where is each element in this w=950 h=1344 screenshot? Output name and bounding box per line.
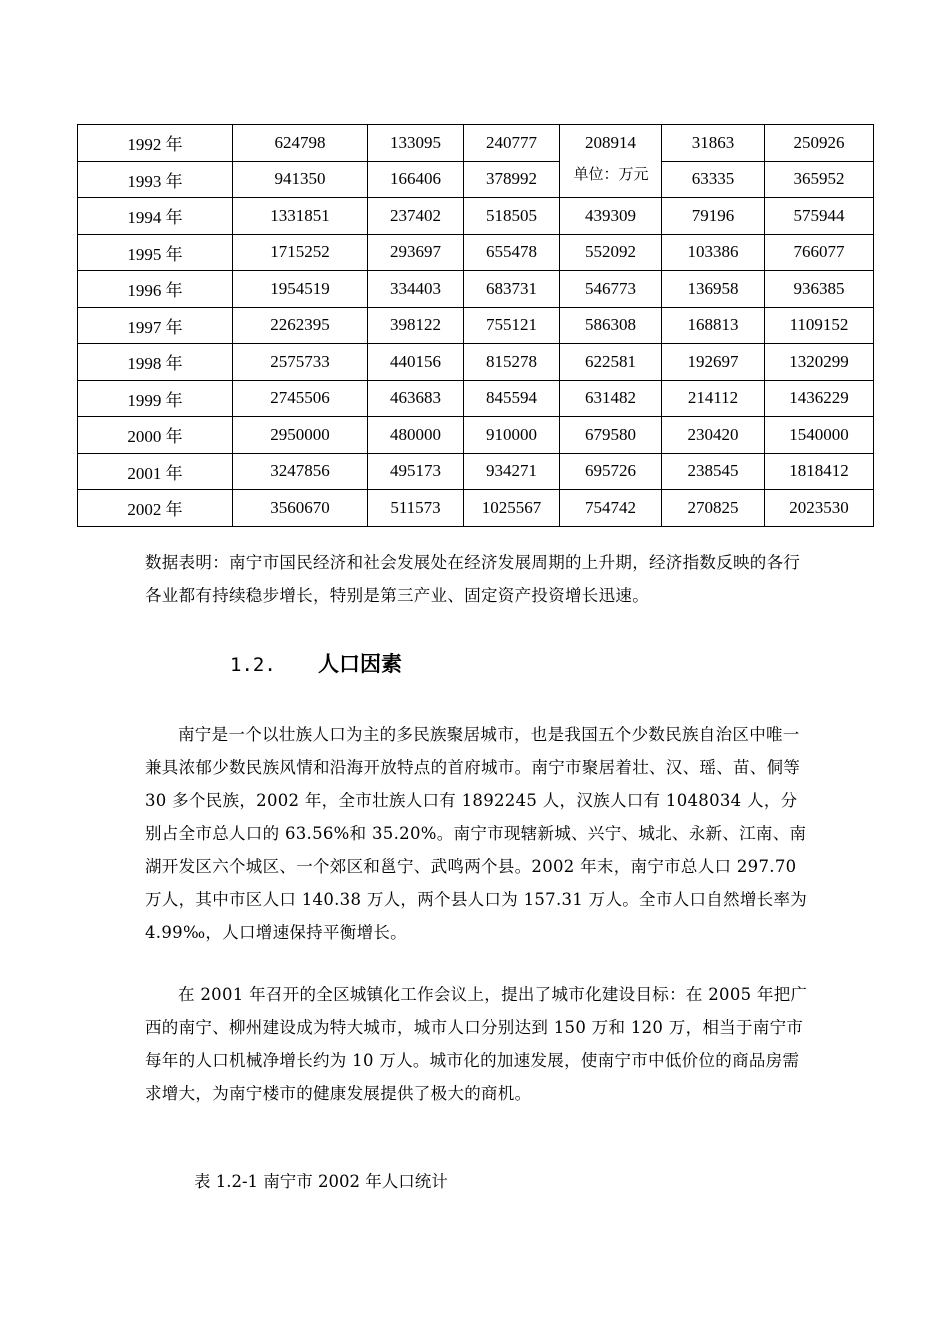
table-row [78, 161, 874, 198]
value-cell: 2745506 [233, 380, 368, 417]
table-row [78, 307, 874, 344]
value-cell: 934271 [464, 453, 560, 490]
year-cell: 2000 年 [78, 417, 233, 454]
data-summary-note: 数据表明：南宁市国民经济和社会发展处在经济发展周期的上升期，经济指数反映的各行各业都有持续稳步增长，特别是第三产业、固定资产投资增长迅速。 [145, 553, 801, 605]
value-cell: 754742 [560, 490, 662, 527]
value-cell: 2575733 [233, 344, 368, 381]
value-cell: 133095 [368, 125, 464, 162]
section-heading [230, 648, 402, 678]
value-cell: 766077 [765, 234, 874, 271]
value-cell: 1109152 [765, 307, 874, 344]
value-cell: 815278 [464, 344, 560, 381]
value-cell: 622581 [560, 344, 662, 381]
value-cell: 192697 [662, 344, 765, 381]
value-cell: 63335 [662, 161, 765, 198]
value-cell: 1818412 [765, 453, 874, 490]
year-cell: 1999 年 [78, 380, 233, 417]
value-cell: 624798 [233, 125, 368, 162]
table-row [78, 417, 874, 454]
value-cell: 238545 [662, 453, 765, 490]
value-cell: 586308 [560, 307, 662, 344]
year-cell: 2001 年 [78, 453, 233, 490]
value-cell: 214112 [662, 380, 765, 417]
value-cell: 2950000 [233, 417, 368, 454]
value-cell: 31863 [662, 125, 765, 162]
value-cell: 3247856 [233, 453, 368, 490]
year-cell: 2002 年 [78, 490, 233, 527]
year-cell: 1992 年 [78, 125, 233, 162]
value-cell: 270825 [662, 490, 765, 527]
value-cell: 250926 [765, 125, 874, 162]
value-cell: 552092 [560, 234, 662, 271]
value-cell: 334403 [368, 271, 464, 308]
value-cell: 136958 [662, 271, 765, 308]
section-title: 人口因素 [318, 651, 402, 676]
value-cell: 1715252 [233, 234, 368, 271]
value-cell: 208914 [560, 125, 662, 162]
table-body [78, 125, 874, 527]
year-cell: 1993 年 [78, 161, 233, 198]
economic-data-table [77, 124, 874, 527]
value-cell: 166406 [368, 161, 464, 198]
value-cell: 3560670 [233, 490, 368, 527]
value-cell: 631482 [560, 380, 662, 417]
table-row [78, 271, 874, 308]
table-row [78, 125, 874, 162]
value-cell: 439309 [560, 198, 662, 235]
value-cell: 398122 [368, 307, 464, 344]
value-cell: 293697 [368, 234, 464, 271]
value-cell: 1540000 [765, 417, 874, 454]
value-cell: 463683 [368, 380, 464, 417]
value-cell: 1025567 [464, 490, 560, 527]
value-cell: 1436229 [765, 380, 874, 417]
value-cell: 845594 [464, 380, 560, 417]
year-cell: 1998 年 [78, 344, 233, 381]
table-row [78, 344, 874, 381]
year-cell: 1996 年 [78, 271, 233, 308]
year-cell: 1997 年 [78, 307, 233, 344]
value-cell: 378992 [464, 161, 560, 198]
value-cell: 655478 [464, 234, 560, 271]
value-cell: 237402 [368, 198, 464, 235]
value-cell: 168813 [662, 307, 765, 344]
value-cell: 511573 [368, 490, 464, 527]
table-row [78, 234, 874, 271]
table-row [78, 380, 874, 417]
value-cell: 546773 [560, 271, 662, 308]
value-cell: 2262395 [233, 307, 368, 344]
value-cell: 240777 [464, 125, 560, 162]
cell-divider [661, 159, 662, 190]
value-cell: 440156 [368, 344, 464, 381]
paragraph-population: 南宁是一个以壮族人口为主的多民族聚居城市，也是我国五个少数民族自治区中唯一兼具浓郁少数民族风情和沿海开放特点的首府城市。南宁市聚居着壮、汉、瑶、苗、侗等 30 多个民族，2002 年，全市壮族人口有 1892245 人，汉族人口有 1048034 人，分别占全市总人口的 63.56%和 35.20%。南宁市现辖新城、兴宁、城北、永新、江南、南湖开发区六个城区、一个郊区和邕宁、武鸣两个县。2002 年末，南宁市总人口 297.70 万人，其中市区人口 140.38 万人，两个县人口为 157.31 万人。全市人口自然增长率为 4.99‰，人口增速保持平衡增长。 [145, 725, 808, 942]
value-cell: 518505 [464, 198, 560, 235]
table-caption: 表 1.2-1 南宁市 2002 年人口统计 [194, 1172, 448, 1191]
year-cell: 1995 年 [78, 234, 233, 271]
value-cell: 230420 [662, 417, 765, 454]
value-cell: 480000 [368, 417, 464, 454]
value-cell: 1320299 [765, 344, 874, 381]
value-cell: 941350 [233, 161, 368, 198]
value-cell: 936385 [765, 271, 874, 308]
unit-note: 单位：万元 [560, 160, 662, 190]
table-row [78, 490, 874, 527]
value-cell: 495173 [368, 453, 464, 490]
value-cell: 695726 [560, 453, 662, 490]
value-cell: 79196 [662, 198, 765, 235]
section-number: 1.2. [230, 654, 276, 676]
table-row [78, 453, 874, 490]
value-cell: 755121 [464, 307, 560, 344]
value-cell: 683731 [464, 271, 560, 308]
value-cell: 910000 [464, 417, 560, 454]
value-cell: 365952 [765, 161, 874, 198]
value-cell: 679580 [560, 417, 662, 454]
value-cell: 2023530 [765, 490, 874, 527]
value-cell: 575944 [765, 198, 874, 235]
year-cell: 1994 年 [78, 198, 233, 235]
value-cell: 103386 [662, 234, 765, 271]
paragraph-urbanization: 在 2001 年召开的全区城镇化工作会议上，提出了城市化建设目标：在 2005 年把广西的南宁、柳州建设成为特大城市，城市人口分别达到 150 万和 120 万，相当于南宁市每年的人口机械净增长约为 10 万人。城市化的加速发展，使南宁市中低价位的商品房需求增大，为南宁楼市的健康发展提供了极大的商机。 [145, 985, 808, 1103]
value-cell: 1331851 [233, 198, 368, 235]
table-row [78, 198, 874, 235]
value-cell: 1954519 [233, 271, 368, 308]
